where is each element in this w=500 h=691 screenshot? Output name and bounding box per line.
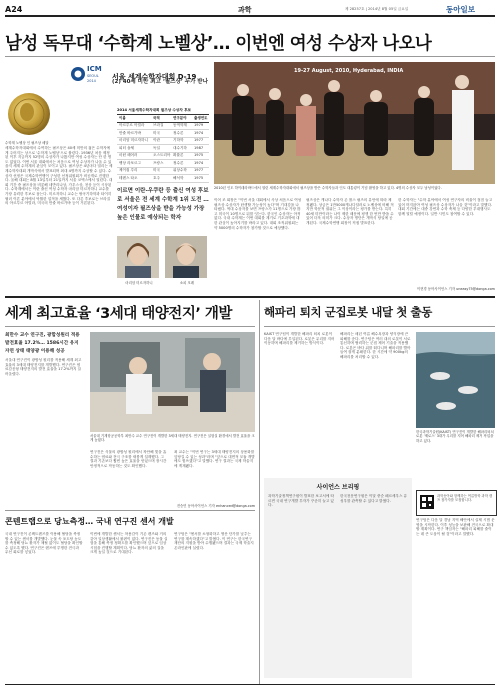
solar-body-mid-1: 연구진은 식물의 광합성 원리에서 착안해 빛을 흡수하는 염료와 전극 구조를 새롭게 설계했다. 그 결과 기존보다 훨씬 높은 효율을 얻었으며 장시간 안정적으로 작동하는 것도 확인했다. (90, 450, 167, 468)
table-cell-name: 뱅상 라포르그 (119, 160, 141, 165)
ceremony-banner-date: 19-27 August, 2010, Hyderabad, INDIA (294, 68, 404, 74)
lab-photo-art (90, 332, 255, 432)
table-cell-nation: 미국 (153, 168, 160, 172)
section-divider (5, 296, 495, 298)
icm-logo-year: 2014 (87, 79, 96, 83)
portrait-icon (117, 236, 159, 278)
diabetes-body-2: 이번에 개발한 센서는 착용감이 기존 렌즈와 거의 같아 일상생활에서 불편이 없다. 연구진은 동물 실험을 통해 측정 정확도를 확인했으며 앞으로 임상시험을 진행할 계획이다. 당뇨 환자의 삶의 질을 크게 높일 것으로 기대된다. (90, 532, 168, 555)
table-cell-field: 기하학 (173, 138, 184, 142)
ceremony-photo-caption: 2010년 인도 하이데라바드에서 열린 세계수학자대회에서 필즈상을 받은 수학자들과 인도 대통령이 기념 촬영을 하고 있다. 4명의 수상자 모두 남성이었다. (214, 186, 442, 190)
issue-info: 제 28257호 | 2014년 8월 05일 금요일 (345, 7, 409, 11)
lab-photo-caption: 서울대 기계항공공학부 최만수 교수 연구진이 개발한 3세대 태양전지. 연구진은 실험실 환경에서 발전 효율을 크게 높였다. (90, 434, 255, 443)
solar-body-left: 서울대 연구진이 광합성 원리를 적용해 세계 최고 효율의 3세대 태양전지를 개발했다. 연구진은 염료감응형 태양전지의 발전 효율을 17.2%까지 끌어올렸다. (5, 358, 82, 376)
table-cell-nation: 호주 (153, 175, 160, 180)
header-rule (5, 15, 495, 17)
diabetes-body-1: 국내 연구진이 콘택트렌즈를 이용해 혈당을 측정할 수 있는 센서를 개발했다. 눈물 속 포도당 농도를 측정해 당뇨 환자가 채혈 없이도 혈당을 확인할 수 있도록 했다. 연구진은 렌즈에 투명한 전극과 무선 회로를 넣었다. (5, 532, 83, 555)
table-cell-name: 제이컵 루리 (119, 168, 138, 172)
table-title: 2014 서울세계수학자대회 필즈상 수상자 후보 (117, 108, 192, 112)
table-cell-nation: 프랑스 (153, 160, 164, 165)
jellyfish-headline-rule (264, 326, 495, 327)
ceremony-photo (214, 62, 495, 184)
sub-box-rule (5, 510, 255, 511)
jellyfish-body-3: 연구팀은 다음 달 경남 지역 해안에서 실제 시범 운영을 시작한다. 이후 성능을 보완해 전국으로 확대할 계획이다. 연구 책임자는 "해파리 피해를 줄이는 데 큰 도움이 될 것"이라고 말했다. (416, 518, 495, 536)
table-cell-name: 아르투르 아빌라 (119, 123, 145, 127)
robot-photo (416, 332, 495, 428)
portrait-second (165, 236, 207, 278)
icm-logo-text: ICM (87, 65, 102, 73)
solar-subhead-3: 자연 상태 태양광 이용해 성공 (5, 349, 65, 354)
portrait-mirzakhani-caption: 마리암 미르자하니 (125, 281, 153, 285)
table-header-field: 연구분야 (173, 116, 187, 120)
robot-photo-caption: 한국과학기술원(KAIST) 연구진이 개발한 해파리퇴치로봇 ‘제로스’ 3대가 무리를 지어 해파리 제거 작업을 하고 있다. (416, 430, 494, 443)
table-header-nation: 국적 (153, 116, 160, 120)
body-col-right-2: 필즈상은 캐나다 수학자 존 찰스 필즈의 유언에 따라 제정됐다. 상금은 1만5000캐나다달러로 노벨상에 비해 적지만 학문적 권위는 그 이상이라는 평가를 받는다. 특히 40세 미만이라는 나이 제한 때문에 평생 한 번만 받을 수 있어 더욱 의미가 크다. 수상자 명단은 개막식 당일에 공개된다. 국제수학연맹 회장이 직접 발표한다. (306, 198, 394, 225)
headline-rule (5, 56, 495, 57)
table-cell-field: 대수기하 (173, 145, 187, 150)
table-cell-name: 마틴 헤어러 (119, 153, 138, 157)
solar-byline: 전승민 동아사이언스 기자 enhanced@donga.com (176, 504, 255, 508)
table-cell-year: 1974 (194, 160, 204, 165)
science-briefing-box (264, 478, 412, 678)
portrait-mirzakhani (117, 236, 159, 278)
body-col-right-3: 한 수학자는 "수학 분야에서 여성 연구자의 비율이 점점 늘고 있어 머지않아 여성 필즈상 수상자가 나올 것"이라고 말했다. 대회 기간에는 대중 강연과 수학 축제 등 다양한 부대행사도 함께 열릴 예정이다. 일반 시민도 참여할 수 있다. (398, 198, 493, 216)
solar-subhead-2: 발전효율 17.2%… 1586시간 유지 (5, 341, 79, 346)
brand-logo: 동아일보 (446, 5, 475, 14)
series-title: 서울 세계수학자대회 D-19 (112, 73, 197, 81)
robot-photo-art (416, 332, 495, 428)
table-cell-year: 1975 (194, 153, 204, 157)
solar-headline: 세계 최고효율 ‘3세대 태양전지’ 개발 (5, 306, 232, 322)
table-cell-year: 1977 (194, 168, 204, 172)
table-body (117, 122, 209, 182)
table-cell-nation: 오스트리아 (153, 153, 171, 157)
pull-quote: 이르면 이란-우쿠란 등 출신 여성 후보로 서울은 전 세계 수학계 1위 도전 … 여성이자 필즈상을 받을 가능성 가장 높은 인물로 예상되는 학자 (117, 188, 209, 221)
table-cell-field: 해석학 (173, 175, 184, 180)
body-col-left: 세계수학자대회에서 수여하는 필즈상은 40세 미만의 젊은 수학자에게 주어지는 상으로 '수학계 노벨상'으로 불린다. 1936년 처음 제정된 이후 지금까지 52명의 수상자가 나왔지만 여성 수상자는 단 한 명도 없었다. 이번 서울 대회에서는 처음으로 여성 수상자가 나올 수 있을지 세계 수학계의 관심이 모이고 있다. 필즈상은 4년마다 열리는 세계수학자대회 개막식에서 발표되며 최대 4명까지 수상할 수 있다. 수상자 선정은 국제수학연맹이 구성한 선정위원회가 비공개로 진행한다. 올해 대회는 8월 13일부터 21일까지 서울 코엑스에서 열린다. 대회 기간 중 필즈상을 비롯해 네반리나상, 가우스상, 천상 등이 시상된다. 수학계에서는 이란 출신 여성 수학자 마리암 미르자하니 교수를 가장 유력한 후보로 꼽는다. 미르자하니 교수는 쌍곡기하학과 타이히뮐러 이론 분야에서 탁월한 업적을 세웠다. 또 다른 후보로는 브라질의 아르투르 아빌라, 미국의 만줄 바르가바 등이 거론된다. (5, 146, 113, 206)
lab-photo (90, 332, 255, 432)
briefing-title: 사이언스 브리핑 (316, 484, 360, 491)
jellyfish-body-2: 해파리는 매년 여름 해수욕장과 양식장에 큰 피해를 준다. 연구팀은 여러 대의 로봇이 서로 통신하며 협력하는 군집 제어 기술을 적용했다. 로봇은 바다 위를 떠다니며 해파리를 빨아들여 잘게 분쇄한다. 한 시간에 약 900kg의 해파리를 처리할 수 있다. (340, 332, 411, 359)
footer-rule (5, 684, 495, 685)
ad-box (416, 490, 497, 516)
table-cell-field: 정수론 (173, 130, 184, 135)
table-cell-field: 확률론 (173, 153, 184, 157)
table-cell-year: 1974 (194, 130, 204, 135)
briefing-item-2: 한국천문연구원은 이달 중순 페르세우스 유성우를 관측할 수 있다고 밝혔다. (340, 494, 408, 503)
medal-icon (5, 90, 53, 138)
table-cell-name: 테렌스 타오 (119, 175, 138, 180)
solar-subhead-1: 최만수 교수 연구진, 광합성원리 적용 (5, 333, 80, 338)
briefing-item-1: 과학기술정책연구원이 발표한 보고서에 따르면 국내 연구개발 투자가 꾸준히 늘고 있다. (268, 494, 334, 508)
main-headline: 남성 독무대 ‘수학계 노벨상’… 이번엔 여성 수상자 나오나 (5, 34, 432, 54)
table-cell-nation: 미국 (153, 130, 160, 135)
table-cell-nation: 브라질 (153, 123, 164, 127)
ad-text: 과학동아와 함께하는 여름방학 과학 캠프 참가자를 모집합니다. (437, 494, 493, 503)
section-label: 과학 (238, 6, 252, 14)
candidates-table (117, 108, 209, 182)
body-col-right-1: 이어 조 회장은 "이번 서울 대회에서 사상 처음으로 여성 필즈상 수상자가 탄생할 가능성이 높다"며 기대감을 나타냈다. 역대 수상자를 보면 프랑스가 11명으로 가장 많고 미국이 10명으로 뒤를 잇는다. 한국인 수상자는 아직 없다. 국내 수학계는 이번 대회를 계기로 기초과학에 대한 관심이 높아지기를 바라고 있다. 대회 조직위원회는 약 5000명의 수학자가 참가할 것으로 예상했다. (214, 198, 302, 230)
solar-body-mid-2: 최 교수는 "이번 연구는 3세대 태양전지의 상용화를 앞당길 수 있는 성과"라며 "앞으로 대면적 모듈 개발에도 힘쓰겠다"고 말했다. 연구 결과는 국제 학술지에 게재됐다. (174, 450, 255, 468)
solar-headline-rule (5, 326, 255, 327)
table-cell-year: 1979 (194, 123, 204, 127)
icm-logo-sub: SEOUL (87, 74, 99, 78)
table-row (117, 175, 209, 183)
table-cell-year: 1977 (194, 138, 204, 142)
main-byline: 이현경 동아사이언스 기자 uneasy75@donga.com (416, 287, 495, 291)
diabetes-sensor-headline: 콘텐트랩으로 당뇨측정… 국내 연구진 센서 개발 (5, 517, 174, 526)
table-cell-nation: 독일 (153, 145, 160, 150)
article-subhead: (2) 40세 미만 최고 ‘필즈상’ 누가 받나 (112, 79, 208, 85)
jellyfish-body-1: KAIST 연구팀이 개발한 해파리 퇴치 로봇이 다음 달 바다에 투입된다. 로봇은 무리를 지어 이동하며 해파리를 제거하는 방식이다. (264, 332, 335, 346)
icm-logo (70, 63, 108, 85)
jellyfish-headline: 해파리 퇴치 군집로봇 내달 첫 출동 (264, 305, 432, 319)
table-cell-nation: 이란 (153, 138, 160, 142)
table-cell-field: 동역학계 (173, 123, 187, 127)
fields-medal-photo (5, 90, 53, 138)
table-cell-name: 마리암 미르자하니 (119, 138, 148, 142)
table-cell-field: 정수론 (173, 160, 184, 165)
table-header-name: 이름 (119, 116, 126, 120)
ceremony-photo-art (214, 62, 495, 184)
table-cell-name: 만줄 바르가바 (119, 130, 141, 135)
body-col-mid (117, 90, 118, 91)
qr-code-icon (420, 495, 434, 509)
table-cell-name: 피터 숄체 (119, 145, 135, 150)
table-cell-year: 1987 (194, 145, 204, 150)
table-cell-year: 1975 (194, 175, 204, 180)
medal-caption: 수학계 노벨상 인 필즈상 메달 (5, 141, 49, 145)
column-divider (259, 300, 260, 685)
portrait-second-caption: 소피 모레 (179, 281, 195, 285)
page-number: A24 (5, 5, 23, 14)
portrait-icon (165, 236, 207, 278)
table-header-year: 출생연도 (194, 116, 208, 120)
diabetes-body-3: 연구팀은 "센서를 소형화하고 생산 단가를 낮추는 연구를 계속하겠다"고 밝혔다. 이 연구는 한국연구재단의 지원을 받아 수행됐으며 결과는 국제 학술지 온라인판에 실렸다. (174, 532, 254, 550)
table-cell-field: 위상수학 (173, 168, 187, 172)
